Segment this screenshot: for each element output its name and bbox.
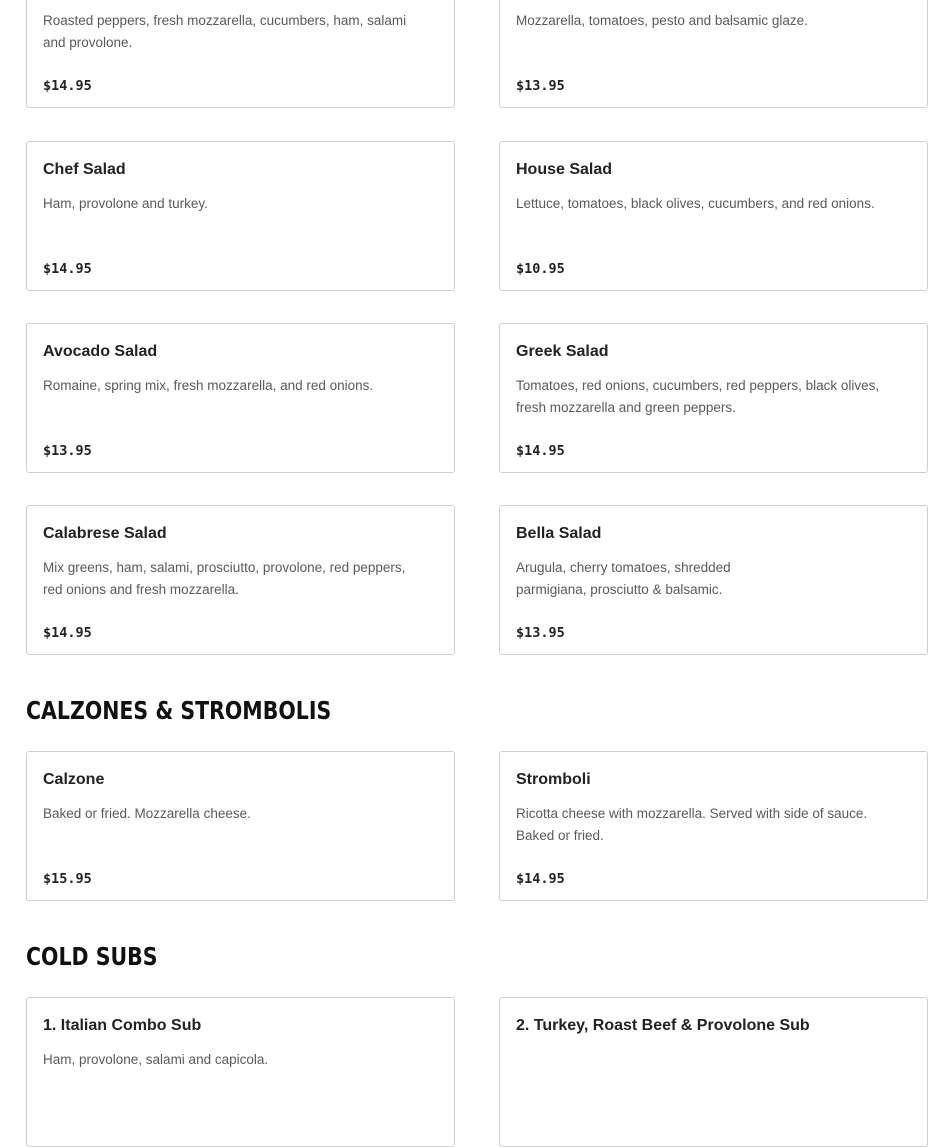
menu-item-card[interactable] bbox=[499, 323, 928, 473]
item-price: $13.95 bbox=[516, 78, 565, 94]
item-description: Lettuce, tomatoes, black olives, cucumbers, and red onions. bbox=[516, 196, 875, 211]
menu-item-card[interactable] bbox=[26, 505, 455, 655]
item-description: Ricotta cheese with mozzarella. Served with side of sauce. Baked or fried. bbox=[516, 806, 868, 843]
item-price: $14.95 bbox=[43, 261, 92, 277]
item-price: $14.95 bbox=[43, 625, 92, 641]
item-description: Mozzarella, tomatoes, pesto and balsamic glaze. bbox=[516, 13, 808, 28]
item-name: Calzone bbox=[43, 771, 105, 788]
item-description: Ham, provolone and turkey. bbox=[43, 196, 208, 211]
item-description: Arugula, cherry tomatoes, shredded parmigiana, prosciutto & balsamic. bbox=[516, 560, 731, 597]
section-heading-calzones: CALZONES & STROMBOLIS bbox=[26, 696, 332, 725]
item-name: Bella Salad bbox=[516, 525, 602, 542]
item-description: Baked or fried. Mozzarella cheese. bbox=[43, 806, 251, 821]
menu-item-card[interactable] bbox=[26, 323, 455, 473]
item-name: Avocado Salad bbox=[43, 343, 158, 360]
menu-item-card[interactable] bbox=[26, 0, 455, 108]
menu-item-card[interactable] bbox=[26, 751, 455, 901]
item-price: $13.95 bbox=[43, 443, 92, 459]
item-name: Greek Salad bbox=[516, 343, 609, 360]
item-price: $14.95 bbox=[516, 871, 565, 887]
item-name: 2. Turkey, Roast Beef & Provolone Sub bbox=[516, 1017, 810, 1034]
menu-item-card[interactable] bbox=[499, 141, 928, 291]
item-price: $14.95 bbox=[43, 78, 92, 94]
menu-item-card[interactable] bbox=[499, 0, 928, 108]
item-description: Romaine, spring mix, fresh mozzarella, and red onions. bbox=[43, 378, 374, 393]
menu-item-card[interactable] bbox=[499, 505, 928, 655]
item-description: Mix greens, ham, salami, prosciutto, provolone, red peppers, red onions and fresh mozzarella. bbox=[43, 560, 406, 597]
item-description: Ham, provolone, salami and capicola. bbox=[43, 1052, 269, 1067]
menu-item-card[interactable] bbox=[26, 141, 455, 291]
item-name: 1. Italian Combo Sub bbox=[43, 1017, 202, 1034]
menu-item-card[interactable] bbox=[499, 751, 928, 901]
item-price: $15.95 bbox=[43, 871, 92, 887]
item-name: Chef Salad bbox=[43, 161, 126, 178]
item-description: Tomatoes, red onions, cucumbers, red peppers, black olives, fresh mozzarella and green peppers. bbox=[516, 378, 880, 415]
section-heading-cold-subs: COLD SUBS bbox=[26, 942, 158, 971]
item-name: Calabrese Salad bbox=[43, 525, 167, 542]
item-price: $13.95 bbox=[516, 625, 565, 641]
menu-item-card[interactable] bbox=[499, 997, 928, 1147]
item-price: $10.95 bbox=[516, 261, 565, 277]
menu-item-card[interactable] bbox=[26, 997, 455, 1147]
item-price: $14.95 bbox=[516, 443, 565, 459]
item-name: House Salad bbox=[516, 161, 613, 178]
item-description: Roasted peppers, fresh mozzarella, cucumbers, ham, salami and provolone. bbox=[43, 13, 407, 50]
item-name: Stromboli bbox=[516, 771, 591, 788]
